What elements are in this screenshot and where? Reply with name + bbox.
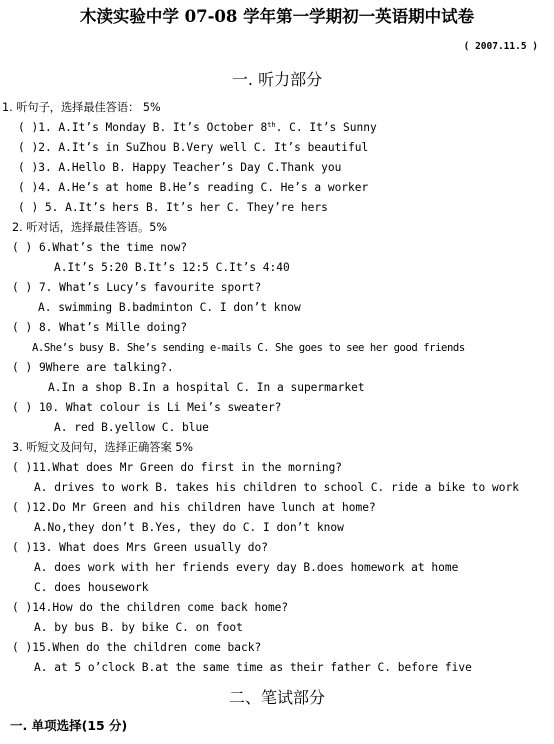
- question-14: ( )14.How do the children come back home?: [12, 601, 289, 614]
- question-5: ( ) 5. A.It’s hers B. It’s her C. They’re hers: [18, 201, 328, 214]
- question-13-options-cont: C. does housework: [34, 581, 149, 594]
- single-choice-heading: 一. 单项选择(15 分): [10, 718, 128, 733]
- question-1: ( )1. A.It’s Monday B. It’s October 8th. C. It’s Sunny: [18, 121, 377, 134]
- exam-date: ( 2007.11.5 ): [463, 41, 538, 52]
- question-13-options: A. does work with her friends every day B.does homework at home: [34, 561, 459, 574]
- question-10-options: A. red B.yellow C. blue: [54, 421, 209, 434]
- question-6-options: A.It’s 5:20 B.It’s 12:5 C.It’s 4:40: [54, 261, 290, 274]
- question-6: ( ) 6.What’s the time now?: [12, 241, 188, 254]
- question-9-options: A.In a shop B.In a hospital C. In a supermarket: [48, 381, 365, 394]
- question-7-options: A. swimming B.badminton C. I don’t know: [38, 301, 301, 314]
- question-2: ( )2. A.It’s in SuZhou B.Very well C. It’s beautiful: [18, 141, 369, 154]
- part3-heading: 3. 听短文及问句，选择正确答案 5%: [12, 441, 193, 454]
- part1-heading: 1. 听句子，选择最佳答语： 5%: [2, 101, 161, 114]
- question-3: ( )3. A.Hello B. Happy Teacher’s Day C.Thank you: [18, 161, 342, 174]
- question-4: ( )4. A.He’s at home B.He’s reading C. He’s a worker: [18, 181, 369, 194]
- question-7: ( ) 7. What’s Lucy’s favourite sport?: [12, 281, 262, 294]
- part2-heading: 2. 听对话，选择最佳答语。5%: [12, 221, 168, 234]
- question-8-options: A.She’s busy B. She’s sending e-mails C. She goes to see her good friends: [32, 342, 465, 354]
- question-15-options: A. at 5 o’clock B.at the same time as their father C. before five: [34, 661, 472, 674]
- question-15: ( )15.When do the children come back?: [12, 641, 262, 654]
- question-12: ( )12.Do Mr Green and his children have lunch at home?: [12, 501, 376, 514]
- question-12-options: A.No,they don’t B.Yes, they do C. I don’t know: [34, 521, 344, 534]
- exam-title: 木渎实验中学 07-08 学年第一学期初一英语期中试卷: [79, 7, 475, 26]
- question-10: ( ) 10. What colour is Li Mei’s sweater?: [12, 401, 282, 414]
- question-11-options: A. drives to work B. takes his children to school C. ride a bike to work: [34, 481, 519, 494]
- section-listening-heading: 一. 听力部分: [231, 70, 323, 89]
- question-8: ( ) 8. What’s Mille doing?: [12, 321, 188, 334]
- question-11: ( )11.What does Mr Green do first in the morning?: [12, 461, 343, 474]
- section-written-heading: 二、笔试部分: [228, 688, 325, 707]
- question-13: ( )13. What does Mrs Green usually do?: [12, 541, 268, 554]
- question-9: ( ) 9Where are talking?.: [12, 361, 174, 374]
- question-14-options: A. by bus B. by bike C. on foot: [34, 621, 243, 634]
